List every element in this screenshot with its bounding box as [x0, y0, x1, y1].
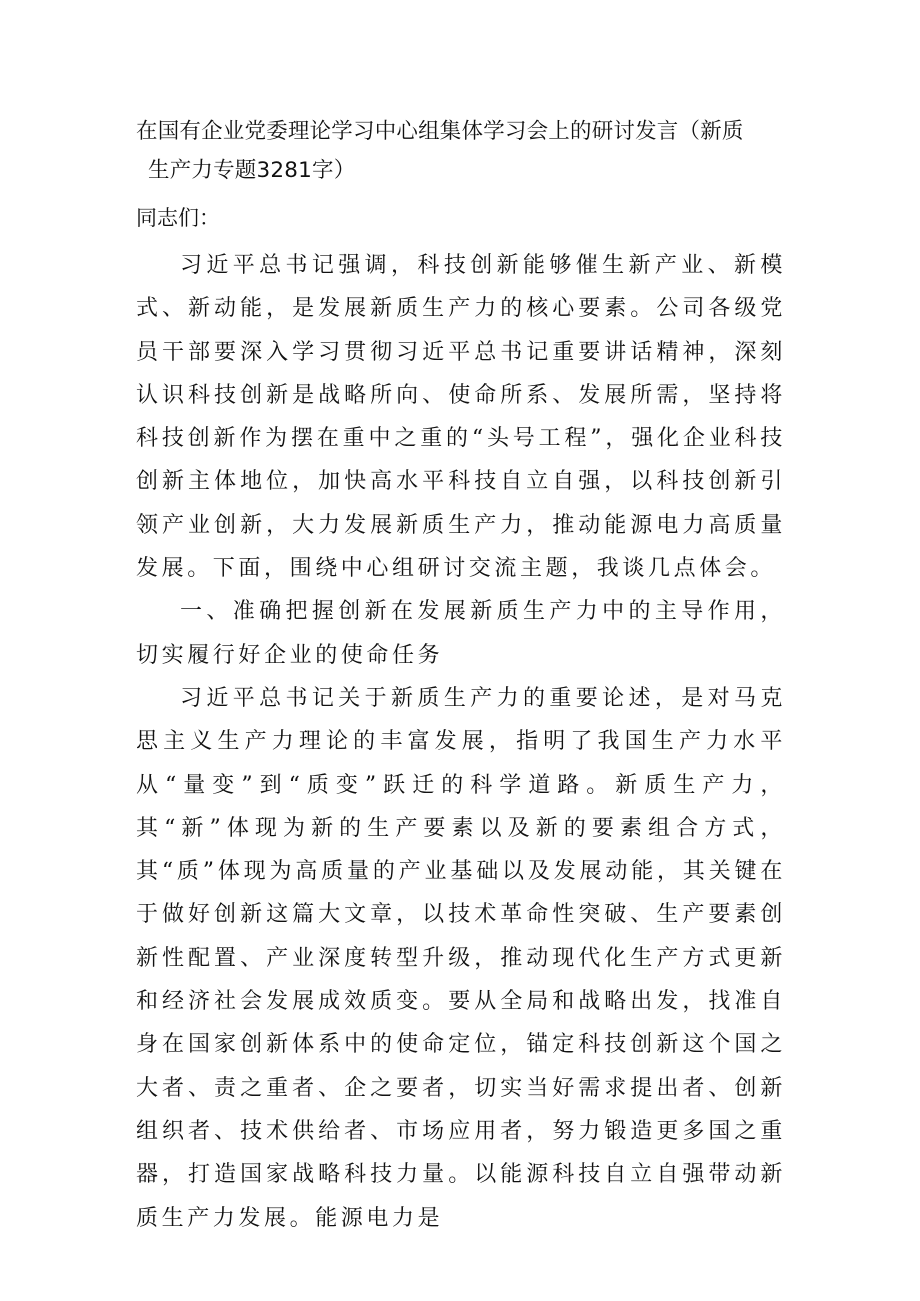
section-heading-1: 一、准确把握创新在发展新质生产力中的主导作用，切实履行好企业的使命任务 [136, 599, 786, 668]
paragraph-section-1: 习近平总书记关于新质生产力的重要论述，是对马克思主义生产力理论的丰富发展，指明了我国生产力水平从“量变”到“质变”跃迁的科学道路。新质生产力，其“新”体现为新的生产要素以及新的要素组合方式，其“质”体现为高质量的产业基础以及发展动能，其关键在于做好创新这篇大文章，以技术革命性突破、生产要素创新性配置、产业深度转型升级，推动现代化生产方式更新和经济社会发展成效质变。要从全局和战略出发，找准自身在国家创新体系中的使命定位，锚定科技创新这个国之大者、责之重者、企之要者，切实当好需求提出者、创新组织者、技术供给者、市场应用者，努力锻造更多国之重器，打造国家战略科技力量。以能源科技自立自强带动新质生产力发展。能源电力是 [136, 685, 786, 1231]
document-title [136, 112, 786, 190]
document-body [136, 244, 786, 1240]
title-line-1: 在国有企业党委理论学习中心组集体学习会上的研讨发言（新质 [136, 119, 744, 144]
title-line-2: 生产力专题3281字） [148, 158, 356, 183]
paragraph-intro: 习近平总书记强调，科技创新能够催生新产业、新模式、新动能，是发展新质生产力的核心要素。公司各级党员干部要深入学习贯彻习近平总书记重要讲话精神，深刻认识科技创新是战略所向、使命所系、发展所需，坚持将科技创新作为摆在重中之重的“头号工程”，强化企业科技创新主体地位，加快高水平科技自立自强，以科技创新引领产业创新，大力发展新质生产力，推动能源电力高质量发展。下面，围绕中心组研讨交流主题，我谈几点体会。 [136, 253, 786, 582]
salutation: 同志们： [136, 206, 220, 230]
